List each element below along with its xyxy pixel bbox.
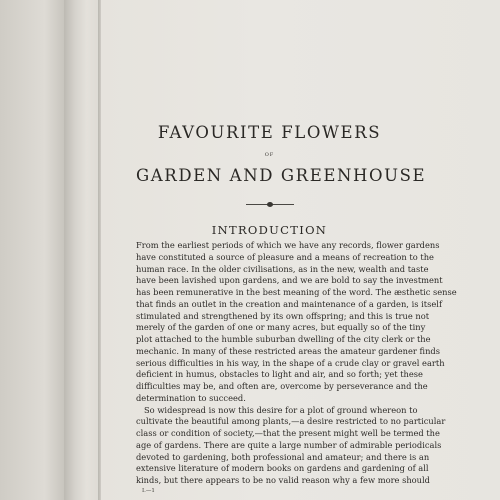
body-line: kinds, but there appears to be no valid reason why a few more should <box>136 475 430 485</box>
body-line: determination to succeed. <box>136 392 246 403</box>
body-line: serious difficulties in his way, in the shape of a crude clay or gravel earth <box>136 357 445 368</box>
body-line: deficient in humus, obstacles to light and air, and so forth; yet these <box>136 369 423 380</box>
book-title: FAVOURITE FLOWERS <box>157 123 382 142</box>
body-line: mechanic. In many of these restricted areas the amateur gardener finds <box>136 345 440 356</box>
body-line: has been remunerative in the best meaning of the word. The æsthetic sense <box>136 287 457 297</box>
body-line: that finds an outlet in the creation and maintenance of a garden, is itself <box>136 298 443 309</box>
body-line: stimulated and strengthened by its own offspring; and this is true not <box>136 310 430 321</box>
section-heading: INTRODUCTION <box>211 223 328 237</box>
book-subtitle: GARDEN AND GREENHOUSE <box>136 166 427 185</box>
body-line: cultivate the beautiful among plants,—a desire restricted to no particular <box>136 416 446 427</box>
body-line: difficulties may be, and often are, overcome by perseverance and the <box>136 381 428 391</box>
body-line: have constituted a source of pleasure and a means of recreation to the <box>136 251 434 262</box>
page-gutter-shadow <box>64 0 102 500</box>
previous-page-edge <box>0 0 64 500</box>
body-line: merely of the garden of one or many acres, but equally so of the tiny <box>136 322 426 333</box>
body-line: class or condition of society,—that the present might well be termed the <box>136 428 440 438</box>
body-line: human race. In the older civilisations, as in the new, wealth and taste <box>136 263 429 274</box>
body-line: From the earliest periods of which we have any records, flower gardens <box>136 240 440 250</box>
body-text <box>136 240 457 487</box>
body-line: plot attached to the humble suburban dwelling of the city clerk or the <box>136 334 431 344</box>
body-line: extensive literature of modern books on gardens and gardening of all <box>136 463 429 474</box>
body-line: devoted to gardening, both professional and amateur; and there is an <box>136 451 430 462</box>
body-line: age of gardens. There are quite a large number of admirable periodicals <box>136 439 442 450</box>
title-connector: OF <box>264 152 275 158</box>
page-content <box>136 0 457 500</box>
signature-mark: I.—1 <box>142 488 155 494</box>
body-line: So widespread is now this desire for a plot of ground whereon to <box>144 404 418 415</box>
ornament-dot <box>267 202 273 207</box>
body-line: have been lavished upon gardens, and we are bold to say the investment <box>136 275 443 286</box>
binding-crease <box>98 0 101 500</box>
ornamental-rule <box>246 203 294 206</box>
